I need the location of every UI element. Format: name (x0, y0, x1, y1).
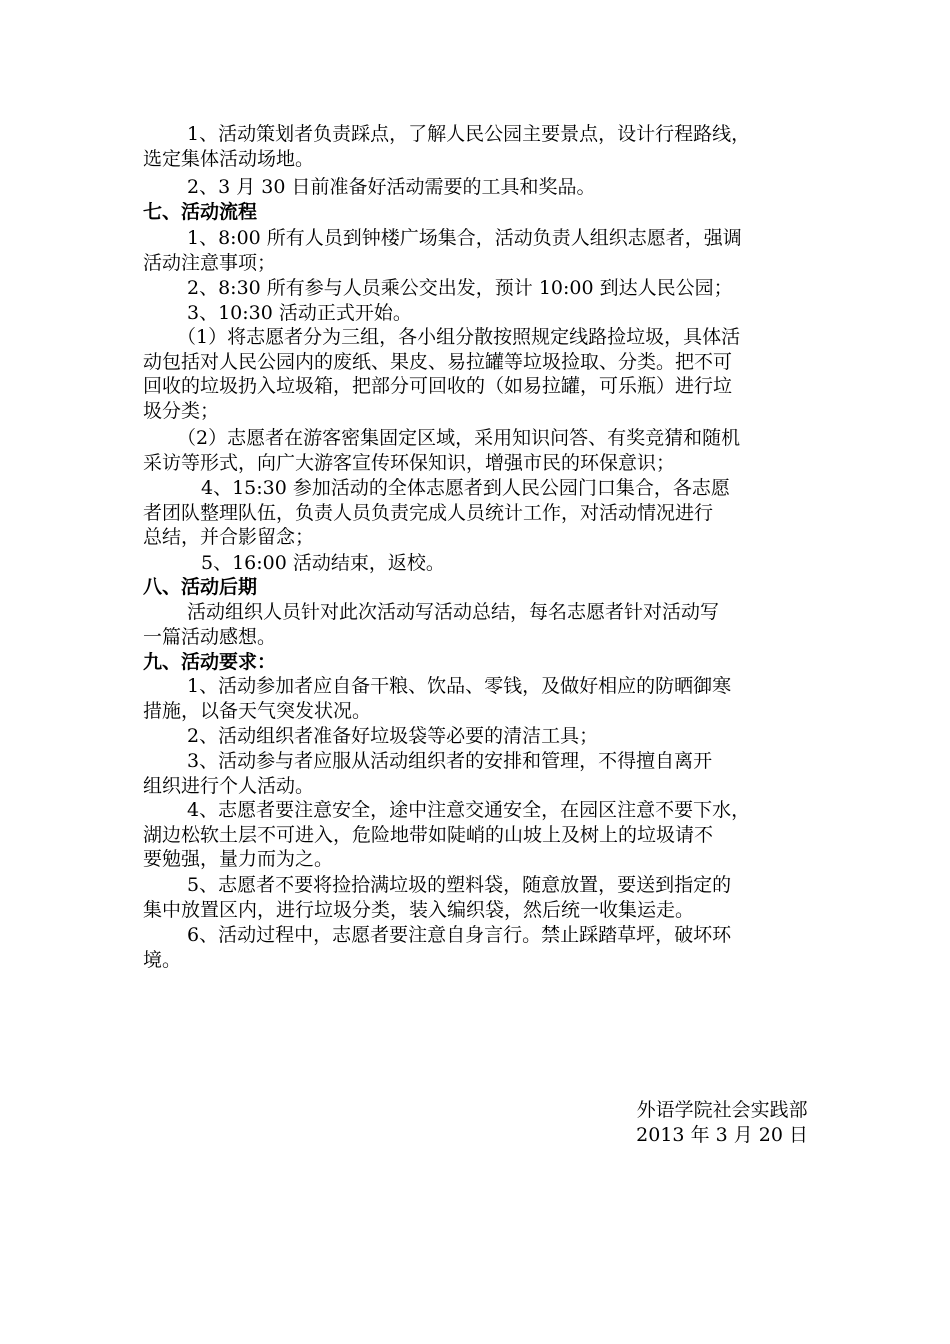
requirement-6-line-1: 6、活动过程中，志愿者要注意自身言行。禁止踩踏草坪，破坏环 (187, 924, 732, 946)
requirement-5 (143, 873, 811, 922)
prep-item-1 (143, 122, 811, 171)
requirement-2-line-1: 2、活动组织者准备好垃圾袋等必要的清洁工具； (187, 725, 599, 747)
post-activity-line-1: 活动组织人员针对此次活动写活动总结，每名志愿者针对活动写 (187, 601, 720, 623)
requirement-4-line-1: 4、志愿者要注意安全，途中注意交通安全，在园区注意不要下水， (187, 799, 751, 821)
flow-step-1 (143, 226, 811, 275)
requirement-6 (143, 923, 811, 972)
section-8-title: 八、活动后期 (143, 576, 258, 598)
requirement-3-line-2: 组织进行个人活动。 (143, 774, 315, 797)
post-activity-text (143, 600, 811, 649)
flow-step-4-line-1: 4、15:30 参加活动的全体志愿者到人民公园门口集合，各志愿 (201, 477, 730, 499)
post-activity-line-2: 一篇活动感想。 (143, 625, 277, 648)
flow-step-4-line-2: 者团队整理队伍，负责人员负责完成人员统计工作，对活动情况进行 (143, 501, 714, 524)
flow-step-3-sub-1-line-4: 圾分类； (143, 399, 220, 422)
requirement-5-line-2: 集中放置区内，进行垃圾分类，装入编织袋，然后统一收集运走。 (143, 898, 695, 921)
flow-step-3-sub-2 (143, 426, 811, 475)
flow-step-3-line-1: 3、10:30 活动正式开始。 (187, 302, 412, 324)
flow-step-3-sub-2-line-1: （2）志愿者在游客密集固定区域，采用知识问答、有奖竞猜和随机 (177, 427, 741, 449)
flow-step-1-line-2: 活动注意事项； (143, 251, 277, 274)
flow-step-3-sub-1-line-3: 回收的垃圾扔入垃圾箱，把部分可回收的（如易拉罐，可乐瓶）进行垃 (143, 375, 733, 397)
requirement-4-line-2: 湖边松软土层不可进入，危险地带如陡峭的山坡上及树上的垃圾请不 (143, 823, 714, 846)
requirement-5-line-1: 5、志愿者不要将捡拾满垃圾的塑料袋，随意放置，要送到指定的 (187, 874, 732, 896)
signature-block (636, 1098, 808, 1147)
requirement-3-line-1: 3、活动参与者应服从活动组织者的安排和管理，不得擅自离开 (187, 750, 713, 772)
prep-item-2 (143, 175, 811, 200)
prep-item-2-line-1: 2、3 月 30 日前准备好活动需要的工具和奖品。 (187, 176, 596, 198)
requirement-4 (143, 798, 811, 872)
flow-step-5 (143, 551, 811, 576)
section-9-title: 九、活动要求： (143, 651, 277, 673)
flow-step-5-line-1: 5、16:00 活动结束，返校。 (201, 552, 445, 574)
requirement-1 (143, 674, 811, 723)
requirement-1-line-2: 措施，以备天气突发状况。 (143, 699, 372, 722)
signature-org: 外语学院社会实践部 (636, 1099, 808, 1121)
flow-step-3 (143, 301, 811, 326)
requirement-1-line-1: 1、活动参加者应自备干粮、饮品、零钱，及做好相应的防晒御寒 (187, 675, 732, 697)
signature-date: 2013 年 3 月 20 日 (636, 1123, 808, 1146)
requirement-4-line-3: 要勉强，量力而为之。 (143, 848, 334, 870)
flow-step-3-sub-1-line-2: 动包括对人民公园内的废纸、果皮、易拉罐等垃圾捡取、分类。把不可 (143, 350, 733, 373)
flow-step-1-line-1: 1、8:00 所有人员到钟楼广场集合，活动负责人组织志愿者，强调 (187, 227, 742, 249)
flow-step-3-sub-1-line-1: （1）将志愿者分为三组，各小组分散按照规定线路捡垃圾，具体活 (177, 326, 741, 348)
flow-step-4 (143, 476, 811, 550)
flow-step-2-line-1: 2、8:30 所有参与人员乘公交出发，预计 10:00 到达人民公园； (187, 277, 733, 299)
flow-step-2 (143, 276, 811, 301)
requirement-2 (143, 724, 811, 749)
flow-step-3-sub-2-line-2: 采访等形式，向广大游客宣传环保知识，增强市民的环保意识； (143, 451, 676, 474)
section-7-title: 七、活动流程 (143, 201, 258, 223)
flow-step-4-line-3: 总结，并合影留念； (143, 526, 315, 548)
prep-item-1-line-1: 1、活动策划者负责踩点，了解人民公园主要景点，设计行程路线， (187, 123, 751, 145)
requirement-6-line-2: 境。 (143, 948, 182, 971)
flow-step-3-sub-1 (143, 325, 811, 423)
requirement-3 (143, 749, 811, 798)
prep-item-1-line-2: 选定集体活动场地。 (143, 147, 315, 170)
